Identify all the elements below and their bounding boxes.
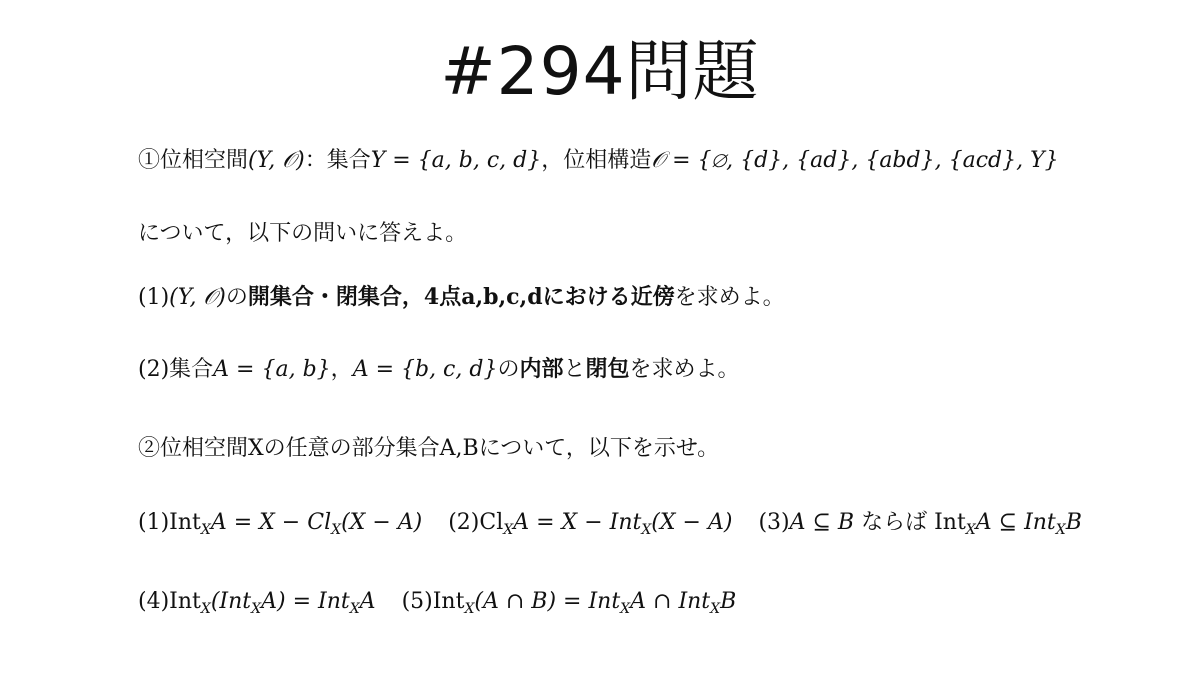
- q2-item-4-sub3: X: [349, 601, 360, 617]
- q1-set-label: ：集合: [304, 148, 371, 173]
- q1-topology-label: ，位相構造: [541, 148, 652, 173]
- q1-part1: [138, 282, 1178, 313]
- q1-statement: [138, 146, 1178, 176]
- q2-item-3-op: Int: [934, 510, 966, 535]
- q2-items-row2: [138, 587, 1178, 617]
- q1-part2-number: (2)集合: [138, 357, 214, 382]
- q1-topology-definition: 𝒪 = {∅, {d}, {ad}, {abd}, {acd}, Y}: [651, 148, 1059, 173]
- q2-item-2-op: Cl: [479, 510, 504, 535]
- q2-item-2: [448, 510, 733, 538]
- q1-instruction: について，以下の問いに答えよ。: [138, 221, 468, 246]
- q2-item-5-tail: B: [720, 589, 737, 614]
- q2-item-2-number: (2): [448, 510, 480, 535]
- q1-part2-and: と: [563, 357, 586, 382]
- q2-items-row1: [138, 508, 1178, 538]
- q2-item-2-sub: X: [503, 522, 514, 538]
- q2-item-3-then: ならば: [854, 510, 935, 535]
- q2-item-2-sub2: X: [641, 522, 652, 538]
- q2-item-5-sub: X: [464, 601, 475, 617]
- q2-item-3-number: (3): [758, 510, 790, 535]
- q2-item-3-sub2: X: [1055, 522, 1066, 538]
- q1-part1-keywords: 開集合・閉集合，4点a,b,c,dにおける近傍: [247, 284, 675, 310]
- q2-item-3-sub: X: [965, 522, 976, 538]
- q2-item-4-body: A) = Int: [261, 589, 350, 614]
- q2-item-5-sub3: X: [710, 601, 721, 617]
- q2-item-5-number: (5): [401, 589, 433, 614]
- q1-part2-closure: 閉包: [585, 356, 630, 382]
- q2-item-1: [138, 510, 423, 538]
- q2-item-3: [758, 510, 1082, 538]
- q2-item-5-sub2: X: [620, 601, 631, 617]
- q2-item-5-op: Int: [432, 589, 465, 614]
- q2-item-4: [138, 589, 376, 617]
- q2-item-2-body: A = X − Int: [513, 510, 642, 535]
- q2-item-3-body: A ⊆ Int: [975, 510, 1056, 535]
- q2-item-5-open: (A ∩ B) = Int: [474, 589, 621, 614]
- q1-part1-text: の: [225, 285, 248, 310]
- q2-item-4-tail: A: [359, 589, 376, 614]
- q1-part2-tail: を求めよ。: [629, 357, 740, 382]
- q2-item-1-sub: X: [200, 522, 211, 538]
- q1-part2: [138, 354, 1178, 385]
- q2-item-4-number: (4): [138, 589, 170, 614]
- q2-statement: ②位相空間Xの任意の部分集合A,Bについて，以下を示せ。: [138, 436, 720, 461]
- q1-part1-tail: を求めよ。: [674, 285, 785, 310]
- q1-set-definition: Y = {a, b, c, d}: [370, 148, 542, 173]
- q2-item-1-sub2: X: [331, 522, 342, 538]
- q1-part2-interior: 内部: [519, 356, 564, 382]
- q2-item-5: [401, 589, 737, 617]
- q2-item-4-open: (Int: [210, 589, 252, 614]
- q2-item-4-sub: X: [200, 601, 211, 617]
- q1-part1-number: (1): [138, 285, 170, 310]
- q2-item-4-op: Int: [169, 589, 201, 614]
- q2-item-1-number: (1): [138, 510, 170, 535]
- q2-item-1-body: A = X − Cl: [210, 510, 332, 535]
- q2-item-3-tail: B: [1065, 510, 1082, 535]
- q1-intro: ①位相空間: [138, 148, 249, 173]
- q2-item-1-tail: (X − A): [341, 510, 423, 535]
- q1-part2-set-b: A = {b, c, d}: [352, 357, 498, 382]
- q2-item-5-body: A ∩ Int: [630, 589, 711, 614]
- q1-part2-set-a: A = {a, b}: [213, 357, 331, 382]
- q1-part1-space: (Y, 𝒪): [169, 285, 226, 310]
- q2-item-3-condition: A ⊆ B: [789, 510, 855, 535]
- q2-item-2-tail: (X − A): [651, 510, 733, 535]
- page-title: #294問題: [440, 33, 760, 110]
- q2-item-1-op: Int: [169, 510, 201, 535]
- q2-item-4-sub2: X: [251, 601, 262, 617]
- q1-part2-separator: ，: [330, 357, 353, 382]
- q1-space: (Y, 𝒪): [248, 148, 305, 173]
- q1-part2-text: の: [497, 357, 520, 382]
